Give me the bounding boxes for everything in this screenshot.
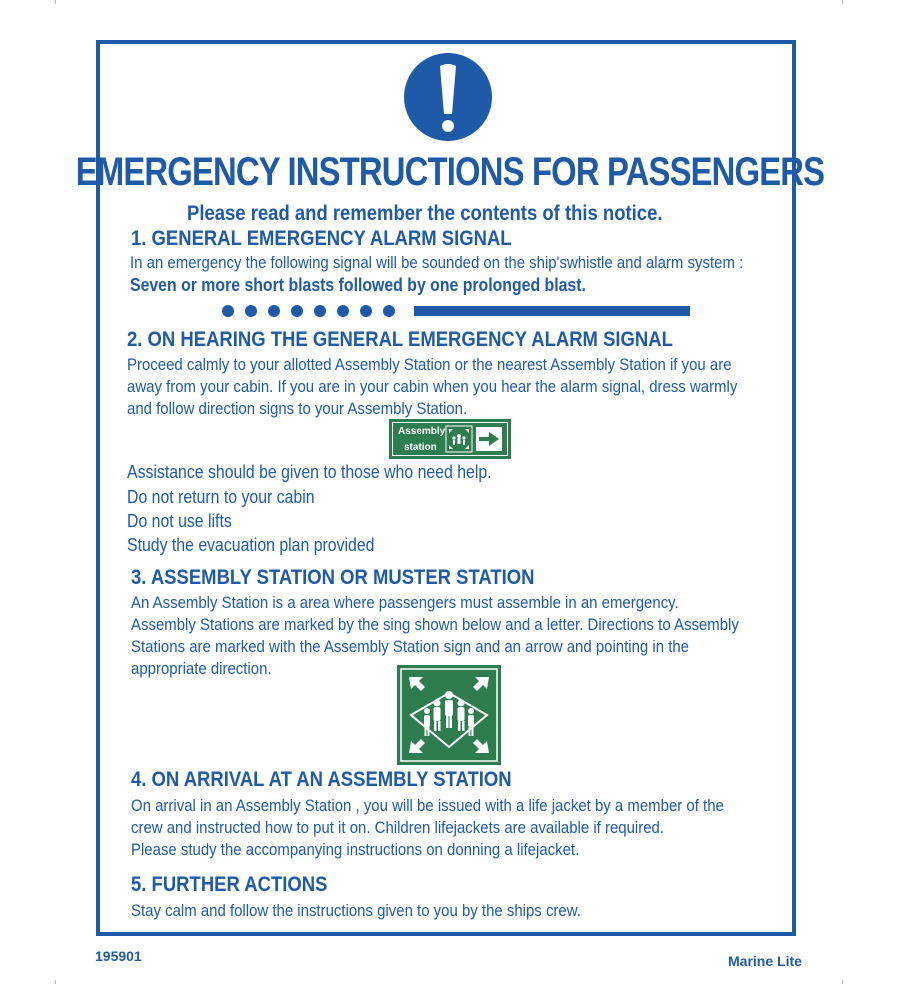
section2-line-3: and follow direction signs to your Assembly Station. xyxy=(127,399,468,418)
product-code: 195901 xyxy=(95,948,142,964)
page-title: EMERGENCY INSTRUCTIONS FOR PASSENGERS xyxy=(75,150,825,194)
section4-line-3: Please study the accompanying instructions on donning a lifejacket. xyxy=(131,840,580,859)
crop-mark xyxy=(842,980,843,984)
sign-label-station: station xyxy=(404,442,437,453)
section3-line-3: Stations are marked with the Assembly Station sign and an arrow and pointing in the xyxy=(131,637,690,656)
section3-line-4: appropriate direction. xyxy=(131,659,272,678)
section2-item-1: Assistance should be given to those who need help. xyxy=(127,462,492,482)
section2-heading: 2. ON HEARING THE GENERAL EMERGENCY ALARM SIGNAL xyxy=(127,328,673,351)
sign-label-assembly: Assembly xyxy=(398,426,446,437)
section2-item-2: Do not return to your cabin xyxy=(127,487,315,507)
section3-line-2: Assembly Stations are marked by the sing shown below and a letter. Directions to Assembly xyxy=(131,615,739,634)
crop-mark xyxy=(55,980,56,984)
section5-heading: 5. FURTHER ACTIONS xyxy=(131,873,328,896)
brand-name: Marine Lite xyxy=(728,953,802,969)
exclamation-icon xyxy=(403,52,493,142)
section2-line-2: away from your cabin. If you are in your cabin when you hear the alarm signal, dress warmly xyxy=(127,377,738,396)
section2-line-1: Proceed calmly to your allotted Assembly Station or the nearest Assembly Station if you are xyxy=(127,355,732,374)
section4-line-2: crew and instructed how to put it on. Children lifejackets are available if required. xyxy=(131,818,665,837)
arrow-right-icon xyxy=(476,427,502,451)
assembly-station-sign-icon xyxy=(397,665,501,765)
section1-text: In an emergency the following signal will be sounded on the ship'swhistle and alarm system : xyxy=(130,253,744,272)
crop-mark xyxy=(842,0,843,4)
assembly-station-direction-sign xyxy=(389,419,511,459)
assembly-point-icon xyxy=(445,425,473,453)
section5-text: Stay calm and follow the instructions given to you by the ships crew. xyxy=(131,901,581,920)
section1-bold: Seven or more short blasts followed by one prolonged blast. xyxy=(130,275,586,295)
section3-line-1: An Assembly Station is a area where passengers must assemble in an emergency. xyxy=(131,593,679,612)
section1-heading: 1. GENERAL EMERGENCY ALARM SIGNAL xyxy=(131,227,512,250)
section2-item-4: Study the evacuation plan provided xyxy=(127,535,375,555)
section4-line-1: On arrival in an Assembly Station , you will be issued with a life jacket by a member of the xyxy=(131,796,724,815)
section2-item-3: Do not use lifts xyxy=(127,511,232,531)
subtitle: Please read and remember the contents of this notice. xyxy=(187,202,663,225)
prolonged-blast xyxy=(414,306,690,316)
section3-heading: 3. ASSEMBLY STATION OR MUSTER STATION xyxy=(131,566,535,589)
crop-mark xyxy=(55,0,56,4)
section4-heading: 4. ON ARRIVAL AT AN ASSEMBLY STATION xyxy=(131,768,512,791)
